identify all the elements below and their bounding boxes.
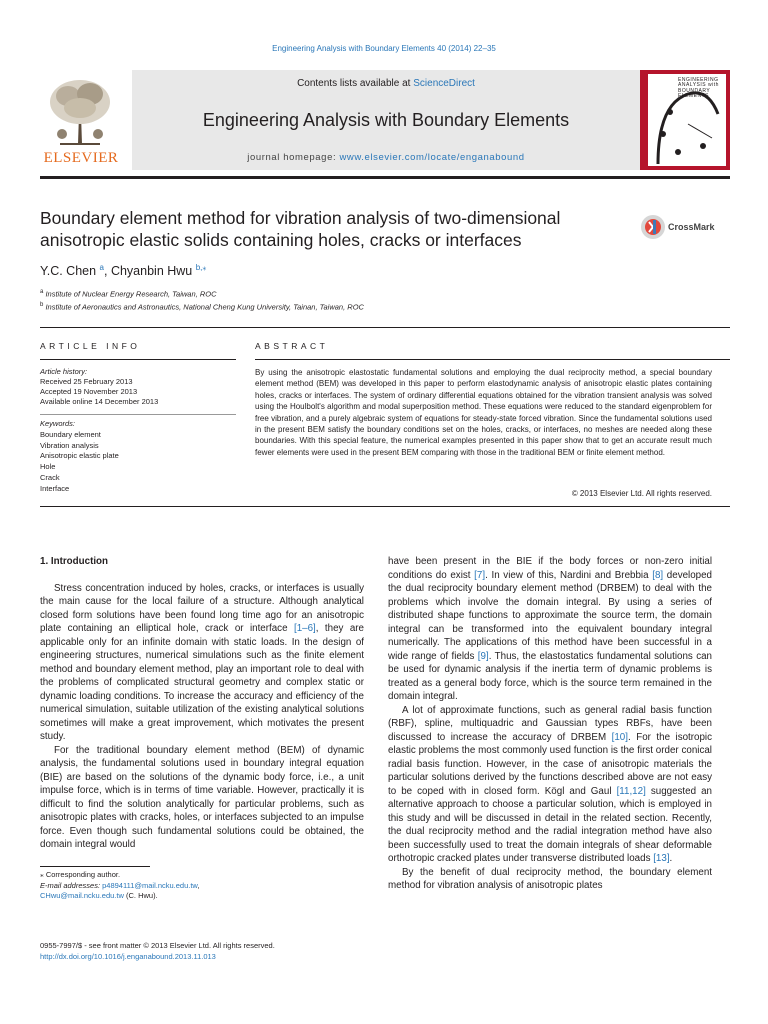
divider <box>40 414 236 415</box>
paragraph-text: . Thus, the elastostatics fundamental solutions can be used for dynamic analysis if the inertia term of dynamic problems is treated as a general body force, which is the source term remained in the domain integral. <box>388 650 712 702</box>
elsevier-tree-icon <box>40 74 120 148</box>
author-separator: , <box>104 264 111 279</box>
crossmark-label: CrossMark <box>668 222 715 232</box>
footnote-label: Corresponding author. <box>43 870 121 879</box>
affiliation-text: Institute of Aeronautics and Astronautics, National Cheng Kung University, Tainan, Taiwan, ROC <box>45 302 364 311</box>
email-link[interactable]: p4894111@mail.ncku.edu.tw <box>102 880 198 890</box>
email-line <box>40 891 364 902</box>
divider <box>255 359 730 360</box>
citation-link[interactable]: [11,12] <box>616 785 646 797</box>
cover-page <box>648 74 726 166</box>
online-date: Available online 14 December 2013 <box>40 397 159 406</box>
paragraph: By the benefit of dual reciprocity method, the boundary element method for vibration analysis of anisotropic plates <box>388 866 712 891</box>
abstract-heading: ABSTRACT <box>255 341 329 351</box>
homepage-link[interactable]: www.elsevier.com/locate/enganabound <box>339 152 525 163</box>
contents-line <box>132 78 640 89</box>
email-label: E-mail addresses: <box>40 880 103 890</box>
footnote-divider <box>40 866 150 867</box>
abstract-copyright: © 2013 Elsevier Ltd. All rights reserved. <box>571 489 712 498</box>
paragraph: For the traditional boundary element method (BEM) of dynamic analysis, the fundamental solutions used in boundary integral equation (BIE) are based on the solutions of the dynamic body force, i.e., a unit impulse force, which is in terms of time variable. However, practically it is difficult to find the solution analytically for particular problems, such as anisotropic plates with cracks, holes, or interfaces subjected to an impulse force. Even though such fundamental solutions could be obtained, the domain integral would <box>40 744 364 850</box>
citation-link[interactable]: [1–6] <box>293 623 316 634</box>
corresponding-author-note <box>40 870 364 881</box>
body-column-left <box>40 555 364 852</box>
issn-block <box>40 941 364 962</box>
history-label: Article history: <box>40 367 88 376</box>
affiliation-mark: a <box>40 289 44 295</box>
article-history <box>40 367 236 407</box>
paragraph-text: . For the isotropic elastic problems the most commonly used function is the first order conical radial basis function. However, in the case of anisotropic materials the particular solutions derived by the functions described above are not easy to be coped with in closed form. Kögl and Gaul <box>388 731 712 797</box>
keywords-label: Keywords: <box>40 419 76 428</box>
section-heading-introduction: 1. Introduction <box>40 556 109 567</box>
cover-line: ELEMENTS <box>678 93 709 100</box>
email-separator: , <box>197 880 200 890</box>
journal-masthead <box>40 70 730 170</box>
journal-cover-thumbnail[interactable] <box>640 70 730 170</box>
cover-title <box>678 78 719 100</box>
journal-title: Engineering Analysis with Boundary Elements <box>202 110 570 130</box>
keyword: Interface <box>40 483 70 493</box>
paragraph-text: A lot of approximate functions, such as general radial basis function (RBF), spline, multiquadric and Gaussian types RBFs, have been discussed to increase the accuracy of DRBEM <box>388 704 712 743</box>
author-list <box>40 263 206 278</box>
contents-prefix: Contents lists available at <box>297 78 414 89</box>
journal-reference[interactable]: Engineering Analysis with Boundary Elements 40 (2014) 22–35 <box>272 44 496 53</box>
keywords <box>40 419 236 495</box>
keyword: Vibration analysis <box>40 440 99 450</box>
homepage-label: journal homepage: <box>247 152 340 163</box>
affiliations <box>40 287 730 312</box>
cover-line: ENGINEERING <box>678 77 719 83</box>
keyword: Boundary element <box>40 429 101 439</box>
paper-title: Boundary element method for vibration analysis of two-dimensional anisotropic elastic solids containing holes, cracks or interfaces <box>40 208 561 250</box>
author-name: Chyanbin Hwu <box>110 264 193 279</box>
paragraph-text: , they are applicable only for an infinite domain with static loads. In the design of engineering structures, numerical simulations such as the finite element method and boundary element method, play an important role to deal with the problems of complicated structural geometry and complex static or dynamic loading conditions. To increase the accuracy and efficiency of the numerical simulation, suitable utilization of the existing analytical solutions sometimes will make a great improvement, which motivates the present study. <box>40 623 365 742</box>
body-column-right <box>388 555 712 893</box>
crossmark-icon <box>640 214 666 240</box>
homepage-line <box>132 152 640 163</box>
accepted-date: Accepted 19 November 2013 <box>40 387 138 396</box>
citation-link[interactable]: [13] <box>653 853 670 864</box>
keyword: Crack <box>40 472 60 482</box>
keyword: Hole <box>40 462 56 472</box>
email-owner: (C. Hwu). <box>123 891 158 900</box>
issn-line: 0955-7997/$ - see front matter © 2013 Elsevier Ltd. All rights reserved. <box>40 941 275 950</box>
author-name: Y.C. Chen <box>40 264 97 279</box>
paragraph-text: . <box>669 853 673 864</box>
citation-link[interactable]: [8] <box>652 569 664 581</box>
paragraph <box>388 704 712 866</box>
paragraph <box>388 555 712 704</box>
affiliation-mark: b <box>40 301 44 308</box>
divider <box>40 327 730 328</box>
paragraph <box>40 582 364 744</box>
abstract-text: By using the anisotropic elastostatic fundamental solutions and employing the dual reciprocity method, a special boundary element method (BEM) was developed in this paper to perform elastodynamic analysis of anisotropic elastic plates containing holes, cracks or interfaces. The system of ordinary differential equations obtained for the vibration transient analysis was solved using the Houlbolt's algorithm and modal superposition method. These equations were reduced to the standard eigenproblem for free vibration, and a purely algebraic system of equations for steady-state forced vibration. Since the fundamental solutions used in the present BEM satisfy the boundary conditions set on the holes, cracks, or interfaces, no meshes are needed along these boundaries. With this special feature, the numerical examples presented in this paper show that to get an accurate result much fewer elements were used in the present BEM comparing with those in the traditional BEM or finite element method. <box>255 368 712 457</box>
citation-link[interactable]: [9] <box>477 650 489 662</box>
publisher-name: ELSEVIER <box>43 150 119 166</box>
keyword: Anisotropic elastic plate <box>40 451 119 461</box>
crossmark-button[interactable] <box>640 214 720 242</box>
paragraph-text: Stress concentration induced by holes, cracks, or interfaces is usually the main cause for the local failure of a structure. Although analytical closed form solutions have been found long time ago for an anisotropic plate containing an elliptical hole, crack or interface <box>40 582 364 634</box>
email-line <box>40 881 364 892</box>
email-link[interactable]: CHwu@mail.ncku.edu.tw <box>40 891 124 900</box>
paragraph-text: developed the dual reciprocity boundary element method (DRBEM) to deal with the problems which involve the domain integral. By using a series of distributed shape functions to approximate the source term, the domain integral can be transformed into the equivalent boundary integral numerically. The applications of this method have been successful in a wide range of fields <box>388 569 713 662</box>
citation-link[interactable]: [7] <box>474 569 486 581</box>
cover-line: ANALYSIS with <box>678 82 719 89</box>
paragraph-text: suggested an alternative approach to choose a particular solution, which is employed in this study and will be discussed in detail in the related section. Recently, the dual reciprocity method and the radial integration method have also been successfully used to treat the domain integrals of shear deformable orthotropic cracked plates under transverse distributed loads <box>388 785 712 864</box>
footnote-mark: ⁎ <box>40 870 44 879</box>
footnote <box>40 870 364 902</box>
author-affiliation-mark[interactable]: a <box>99 263 104 272</box>
paragraph-text: have been present in the BIE if the body forces or non-zero initial conditions do exist <box>388 556 712 581</box>
received-date: Received 25 February 2013 <box>40 377 133 386</box>
affiliation-a <box>40 287 730 300</box>
divider <box>40 506 730 507</box>
paragraph-text: . In view of this, Nardini and Brebbia <box>485 569 653 581</box>
article-info-heading: ARTICLE INFO <box>40 341 141 351</box>
author-affiliation-mark[interactable]: b,⁎ <box>195 263 207 272</box>
doi-link[interactable]: http://dx.doi.org/10.1016/j.enganabound.2013.11.013 <box>40 951 216 961</box>
sciencedirect-link[interactable]: ScienceDirect <box>413 78 475 89</box>
cover-line: BOUNDARY <box>678 87 711 94</box>
masthead-divider <box>40 176 730 179</box>
masthead-band <box>132 70 640 170</box>
citation-link[interactable]: [10] <box>611 731 628 743</box>
affiliation-text: Institute of Nuclear Energy Research, Taiwan, ROC <box>45 289 217 299</box>
elsevier-logo[interactable] <box>40 74 122 168</box>
affiliation-b <box>40 300 730 313</box>
divider <box>40 359 236 360</box>
